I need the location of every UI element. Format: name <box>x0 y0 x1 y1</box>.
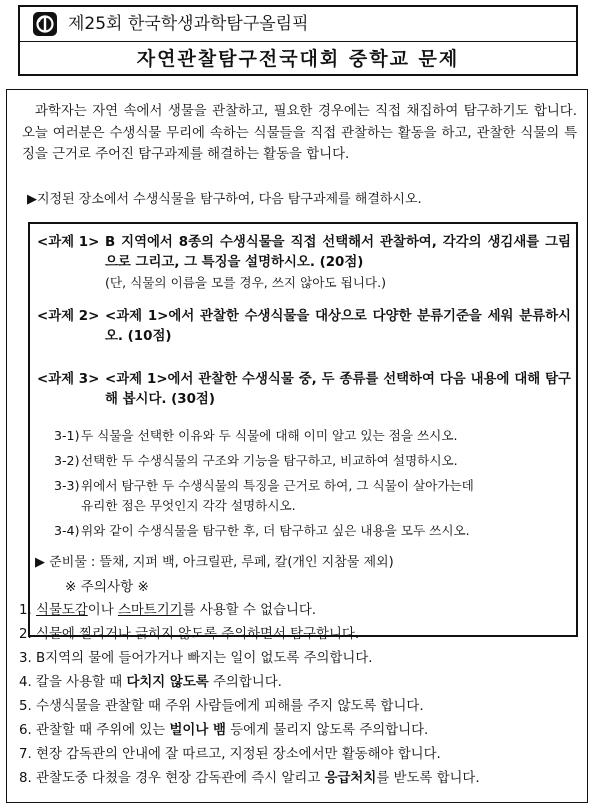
caution-bold: 다치지 않도록 <box>126 675 209 690</box>
task-text: <과제 1>에서 관찰한 수생식물을 대상으로 다양한 분류기준을 세워 분류하시오. (10점) <box>105 309 571 344</box>
caution-text: 등에게 물리지 않도록 주의합니다. <box>225 723 429 738</box>
caution-bold: 벌이나 뱀 <box>169 723 226 738</box>
task-label: <과제 3> <box>37 372 100 387</box>
caution-item <box>19 650 579 668</box>
caution-item <box>19 674 579 692</box>
subtask-number: 3-1) <box>54 428 80 443</box>
intro-paragraph: 과학자는 자연 속에서 생물을 관찰하고, 필요한 경우에는 직접 채집하여 탐구하기도 합니다. 오늘 여러분은 수생식물 무리에 속하는 식물들을 직접 관찰하는 활동을 하고, 관찰한 식물의 특징을 근거로 주어진 탐구과제를 해결하는 활동을 합니다. <box>22 104 577 162</box>
caution-text: B지역의 물에 들어가거나 빠지는 일이 없도록 주의합니다. <box>36 651 373 666</box>
caution-underlined: 식물도감 <box>36 603 88 618</box>
subtask-text: 선택한 두 수생식물의 구조와 기능을 탐구하고, 비교하여 설명하시오. <box>81 453 458 468</box>
task-note: (단, 식물의 이름을 모를 경우, 쓰지 않아도 됩니다.) <box>105 275 387 290</box>
caution-text: 관찰할 때 주위에 있는 <box>36 723 170 738</box>
caution-underlined: 스마트기기 <box>117 603 183 618</box>
caution-title: ※ 주의사항 ※ <box>65 579 149 595</box>
contest-title: 제25회 한국학생과학탐구올림픽 <box>68 14 309 34</box>
subtask-3-1 <box>54 426 569 446</box>
caution-number: 6. <box>19 723 32 738</box>
caution-text: 수생식물을 관찰할 때 주위 사람들에게 피해를 주지 않도록 합니다. <box>36 699 424 714</box>
subtask-text: 위에서 탐구한 두 수생식물의 특징을 근거로 하여, 그 식물이 살아가는데 <box>81 478 474 493</box>
subtask-3-4 <box>54 521 569 541</box>
caution-number: 1. <box>19 603 32 618</box>
task-label: <과제 2> <box>37 309 100 324</box>
task-1 <box>37 233 571 294</box>
caution-text: 식물에 찔리거나 긁히지 않도록 주의하면서 탐구합니다. <box>36 627 360 642</box>
caution-number: 8. <box>19 771 32 786</box>
exam-subtitle: 자연관찰탐구전국대회 중학교 문제 <box>136 48 460 70</box>
task-text: <과제 1>에서 관찰한 수생식물 중, 두 종류를 선택하여 다음 내용에 대해 탐구해 봅시다. (30점) <box>105 372 571 407</box>
subtask-3-3 <box>54 476 569 516</box>
caution-item <box>19 770 579 788</box>
caution-item <box>19 722 579 740</box>
materials-list: ▶ 준비물 : 뜰채, 지퍼 백, 아크릴판, 루페, 칼(개인 지참물 제외) <box>35 555 394 570</box>
caution-text: 이나 <box>87 603 118 618</box>
caution-number: 3. <box>19 651 32 666</box>
caution-text: 를 받도록 합니다. <box>376 771 480 786</box>
subtask-3-2 <box>54 451 569 471</box>
caution-text: 현장 감독관의 안내에 잘 따르고, 지정된 장소에서만 활동해야 합니다. <box>36 747 441 762</box>
task-3 <box>37 370 571 410</box>
caution-text: 칼을 사용할 때 <box>36 675 127 690</box>
header-box <box>18 5 578 76</box>
caution-item <box>19 698 579 716</box>
tasks-box <box>28 222 578 637</box>
caution-number: 2. <box>19 627 32 642</box>
caution-text: 주의합니다. <box>208 675 282 690</box>
caution-text: 를 사용할 수 없습니다. <box>182 603 317 618</box>
header-divider <box>20 41 576 42</box>
caution-item <box>19 602 579 620</box>
task-text: B 지역에서 8종의 수생식물을 직접 선택해서 관찰하여, 각각의 생김새를 그림으로 그리고, 그 특징을 설명하시오. (20점) <box>105 235 571 270</box>
subtask-text: 두 식물을 선택한 이유와 두 식물에 대해 이미 알고 있는 점을 쓰시오. <box>81 428 458 443</box>
subtask-text: 위와 같이 수생식물을 탐구한 후, 더 탐구하고 싶은 내용을 모두 쓰시오. <box>81 523 470 538</box>
subtask-number: 3-3) <box>54 478 80 493</box>
olympiad-logo-icon <box>33 12 57 36</box>
subtask-number: 3-4) <box>54 523 80 538</box>
task-2 <box>37 307 571 347</box>
caution-text: 관찰도중 다쳤을 경우 현장 감독관에 즉시 알리고 <box>36 771 325 786</box>
subtask-number: 3-2) <box>54 453 80 468</box>
task-label: <과제 1> <box>37 235 100 250</box>
subtask-text-continued: 유리한 점은 무엇인지 각각 설명하시오. <box>81 498 296 513</box>
caution-number: 4. <box>19 675 32 690</box>
caution-number: 7. <box>19 747 32 762</box>
instruction: ▶지정된 장소에서 수생식물을 탐구하여, 다음 탐구과제를 해결하시오. <box>27 192 422 207</box>
caution-item <box>19 626 579 644</box>
caution-item <box>19 746 579 764</box>
problem-box <box>6 89 588 803</box>
caution-number: 5. <box>19 699 32 714</box>
caution-bold: 응급처치 <box>324 771 377 786</box>
